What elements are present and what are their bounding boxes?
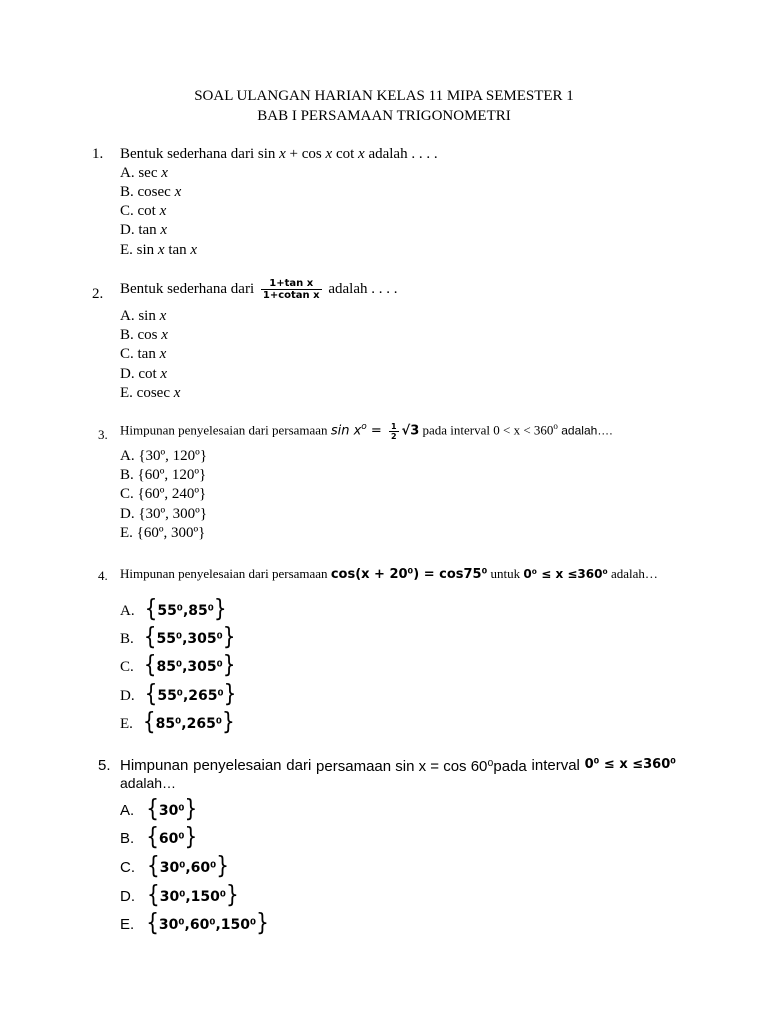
option-b: B. {60⁰}: [120, 821, 198, 851]
option-a: A. {55⁰,85⁰}: [120, 593, 227, 623]
option-e: E. {30⁰,60⁰,150⁰}: [120, 907, 269, 937]
question-number: 1.: [92, 146, 104, 162]
option-b: B. {55⁰,305⁰}: [120, 621, 236, 651]
option-c: C. {30⁰,60⁰}: [120, 850, 230, 880]
question-number: 4.: [98, 568, 108, 583]
document-subtitle: BAB I PERSAMAAN TRIGONOMETRI: [257, 108, 511, 124]
question-text: Himpunan penyelesaian dari persamaan cos(x + 20⁰) = cos75⁰ untuk 0⁰ ≤ x ≤360⁰ adalah…: [120, 566, 658, 582]
question-text: Bentuk sederhana dari $\frac{\text{1+tan x}}{\text{1+cotan x}}$ adalah . . . .: [120, 278, 398, 301]
option-c: C. {60º, 240º}: [120, 486, 207, 502]
option-d: D. cot x: [120, 366, 168, 382]
option-d: D. tan x: [120, 222, 168, 238]
option-b: B. cos x: [120, 327, 168, 343]
question-number: 5.: [98, 757, 111, 774]
option-a: A. sec x: [120, 165, 168, 181]
option-c: C. {85⁰,305⁰}: [120, 649, 236, 679]
option-b: B. cosec x: [120, 184, 182, 200]
question-text-line2: adalah…: [120, 775, 177, 791]
question-number: 2.: [92, 286, 104, 302]
fraction: $\frac{1}{2}$: [390, 421, 397, 441]
document-title: SOAL ULANGAN HARIAN KELAS 11 MIPA SEMESTER 1: [194, 88, 574, 104]
option-d: D. {30⁰,150⁰}: [120, 879, 239, 909]
question-number: 3.: [98, 427, 108, 442]
option-e: E. sin x tan x: [120, 242, 198, 258]
option-e: E. {60º, 300º}: [120, 525, 206, 541]
question-text: Himpunan penyelesaian dari persamaan sin x = cos 60⁰pada interval 0⁰ ≤ x ≤360⁰: [120, 757, 676, 775]
option-b: B. {60º, 120º}: [120, 467, 207, 483]
question-text: Himpunan penyelesaian dari persamaan $\sin x^o$ = $\frac{1}{2}$ √3 pada interval $0 < x < 360^o$ adalah….: [120, 421, 613, 441]
option-a: A. {30º, 120º}: [120, 448, 208, 464]
option-c: C. tan x: [120, 346, 167, 362]
option-d: D. {55⁰,265⁰}: [120, 678, 237, 708]
question-text: Bentuk sederhana dari sin x + cos x cot x adalah . . . .: [120, 146, 438, 162]
option-d: D. {30º, 300º}: [120, 506, 208, 522]
fraction: $\frac{\text{1+tan x}}{\text{1+cotan x}}$: [262, 278, 320, 301]
option-a: A. sin x: [120, 308, 167, 324]
option-a: A. {30⁰}: [120, 793, 198, 823]
option-c: C. cot x: [120, 203, 167, 219]
option-e: E. {85⁰,265⁰}: [120, 706, 235, 736]
option-e: E. cosec x: [120, 385, 181, 401]
